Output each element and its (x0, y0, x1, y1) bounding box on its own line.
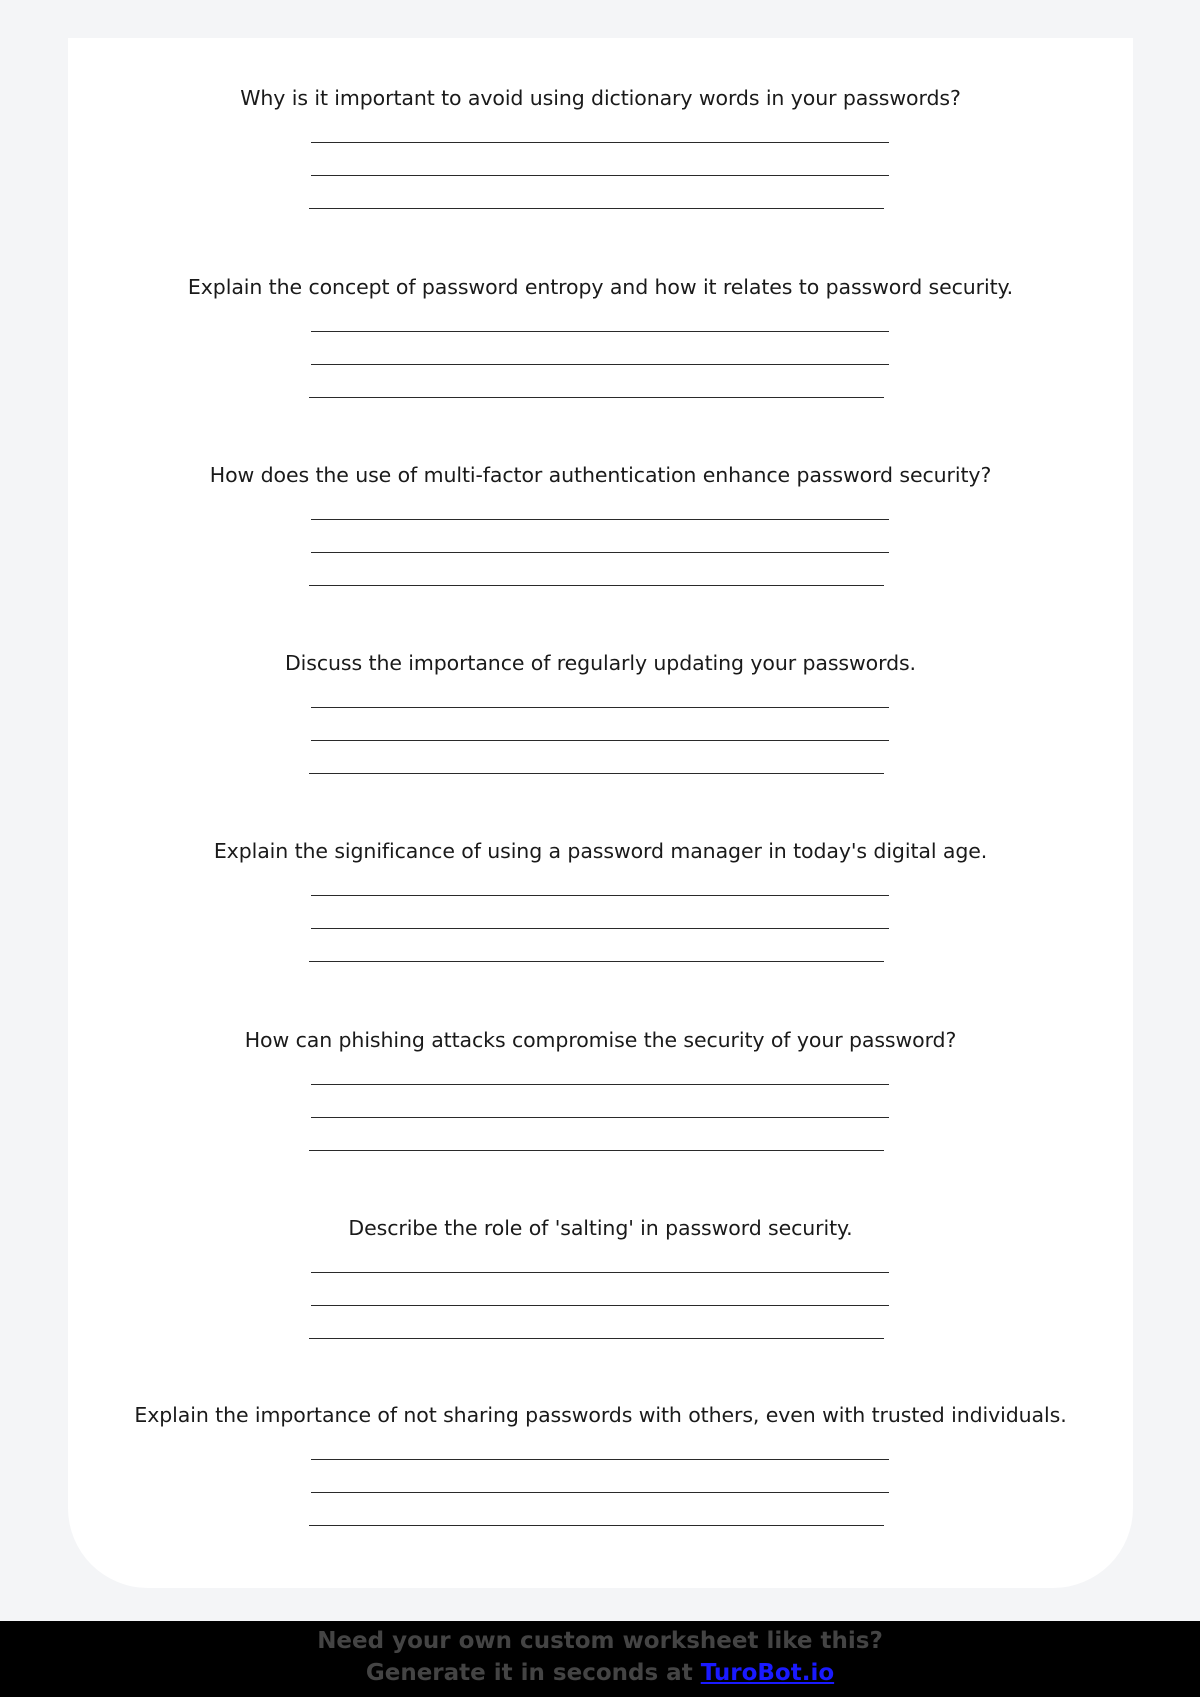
answer-line (311, 1084, 889, 1085)
question-text: Explain the concept of password entropy and how it relates to password security. (187, 275, 1014, 299)
answer-line (311, 740, 889, 741)
answer-line (309, 1338, 884, 1339)
answer-line (311, 1305, 889, 1306)
answer-line (309, 1525, 884, 1526)
question-text: How does the use of multi-factor authentication enhance password security? (209, 463, 992, 487)
question-text: Discuss the importance of regularly updating your passwords. (285, 651, 916, 675)
answer-line (311, 331, 889, 332)
question-block (68, 275, 1133, 299)
footer-line-2-prefix: Generate it in seconds at (365, 1660, 701, 1686)
answer-line (309, 208, 884, 209)
footer-line-2 (0, 1657, 1200, 1689)
answer-line (311, 175, 889, 176)
worksheet-sheet (68, 38, 1133, 1588)
answer-line (311, 928, 889, 929)
question-text: How can phishing attacks compromise the security of your password? (244, 1028, 957, 1052)
question-block (68, 651, 1133, 675)
answer-line (309, 1150, 884, 1151)
answer-line (311, 1117, 889, 1118)
question-text: Explain the significance of using a password manager in today's digital age. (213, 839, 988, 863)
answer-line (311, 895, 889, 896)
footer-line-1: Need your own custom worksheet like this? (317, 1628, 883, 1654)
answer-line (311, 364, 889, 365)
question-block (68, 839, 1133, 863)
question-block (68, 1028, 1133, 1052)
answer-line (311, 552, 889, 553)
answer-line (311, 1492, 889, 1493)
answer-line (309, 961, 884, 962)
answer-line (311, 142, 889, 143)
question-text: Describe the role of 'salting' in password security. (348, 1216, 853, 1240)
answer-line (309, 773, 884, 774)
question-block (68, 1216, 1133, 1240)
promo-footer (0, 1621, 1200, 1697)
turobot-link[interactable]: TuroBot.io (700, 1660, 835, 1686)
answer-line (311, 707, 889, 708)
answer-line (309, 397, 884, 398)
answer-line (311, 519, 889, 520)
question-text: Explain the importance of not sharing passwords with others, even with trusted individuals. (134, 1403, 1067, 1427)
answer-line (311, 1272, 889, 1273)
answer-line (311, 1459, 889, 1460)
question-block (68, 463, 1133, 487)
question-block (68, 1403, 1133, 1427)
question-block (68, 86, 1133, 110)
question-text: Why is it important to avoid using dictionary words in your passwords? (240, 86, 961, 110)
answer-line (309, 585, 884, 586)
